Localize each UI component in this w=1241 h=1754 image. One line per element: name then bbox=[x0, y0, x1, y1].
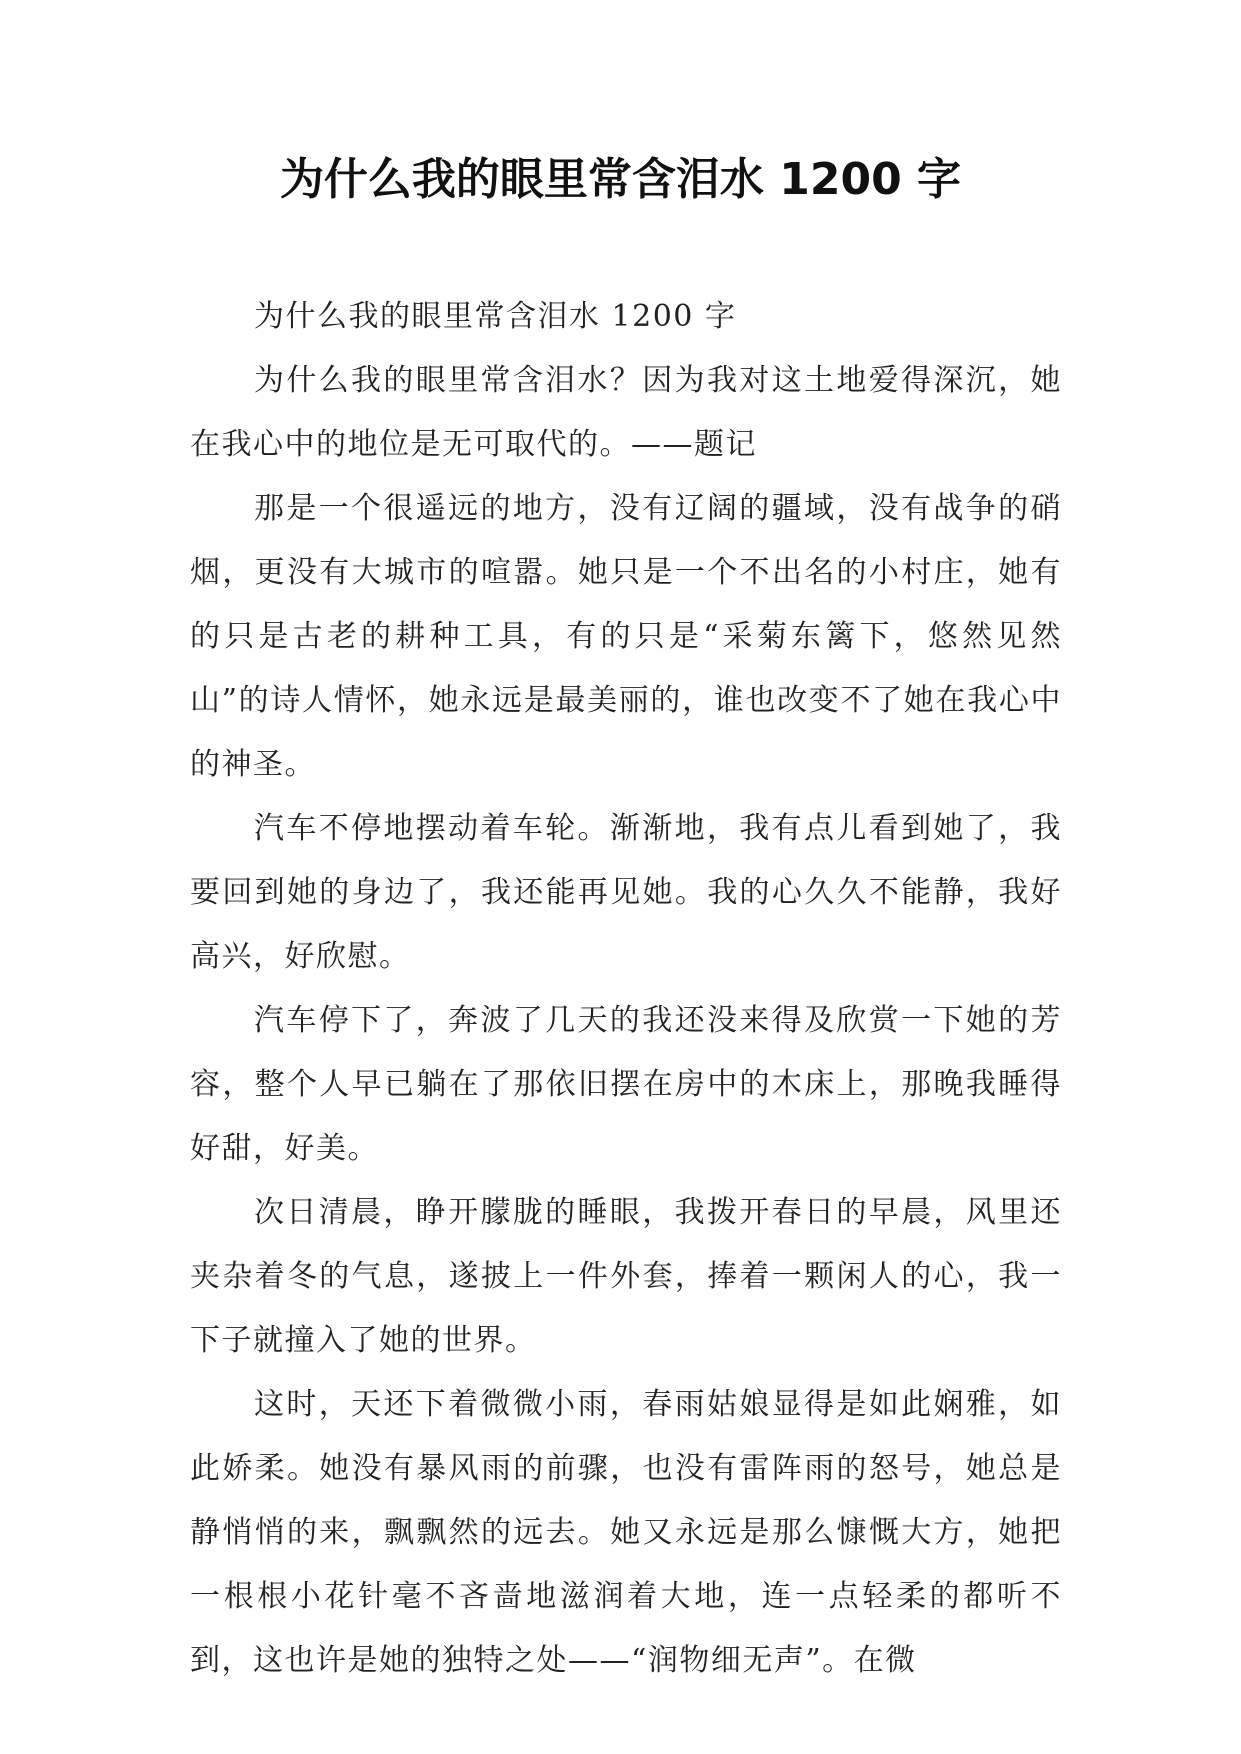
paragraph: 次日清晨，睁开朦胧的睡眼，我拨开春日的早晨，风里还夹杂着冬的气息，遂披上一件外套，捧着一颗闲人的心，我一下子就撞入了她的世界。 bbox=[190, 1195, 1062, 1358]
document-body bbox=[190, 285, 1062, 1693]
paragraph: 那是一个很遥远的地方，没有辽阔的疆域，没有战争的硝烟，更没有大城市的喧嚣。她只是一个不出名的小村庄，她有的只是古老的耕种工具，有的只是“采菊东篱下，悠然见然山”的诗人情怀，她永远是最美丽的，谁也改变不了她在我心中的神圣。 bbox=[190, 491, 1062, 782]
paragraph: 汽车不停地摆动着车轮。渐渐地，我有点儿看到她了，我要回到她的身边了，我还能再见她。我的心久久不能静，我好高兴，好欣慰。 bbox=[190, 811, 1062, 974]
paragraph-epigraph: 为什么我的眼里常含泪水？因为我对这土地爱得深沉，她在我心中的地位是无可取代的。——题记 bbox=[190, 363, 1062, 462]
paragraph: 这时，天还下着微微小雨，春雨姑娘显得是如此娴雅，如此娇柔。她没有暴风雨的前骤，也没有雷阵雨的怒号，她总是静悄悄的来，飘飘然的远去。她又永远是那么慷慨大方，她把一根根小花针毫不吝啬地滋润着大地，连一点轻柔的都听不到，这也许是她的独特之处——“润物细无声”。在微 bbox=[190, 1387, 1062, 1678]
document-title: 为什么我的眼里常含泪水 1200 字 bbox=[279, 154, 962, 205]
paragraph-subtitle: 为什么我的眼里常含泪水 1200 字 bbox=[254, 299, 737, 334]
paragraph: 汽车停下了，奔波了几天的我还没来得及欣赏一下她的芳容，整个人早已躺在了那依旧摆在房中的木床上，那晚我睡得好甜，好美。 bbox=[190, 1003, 1062, 1166]
